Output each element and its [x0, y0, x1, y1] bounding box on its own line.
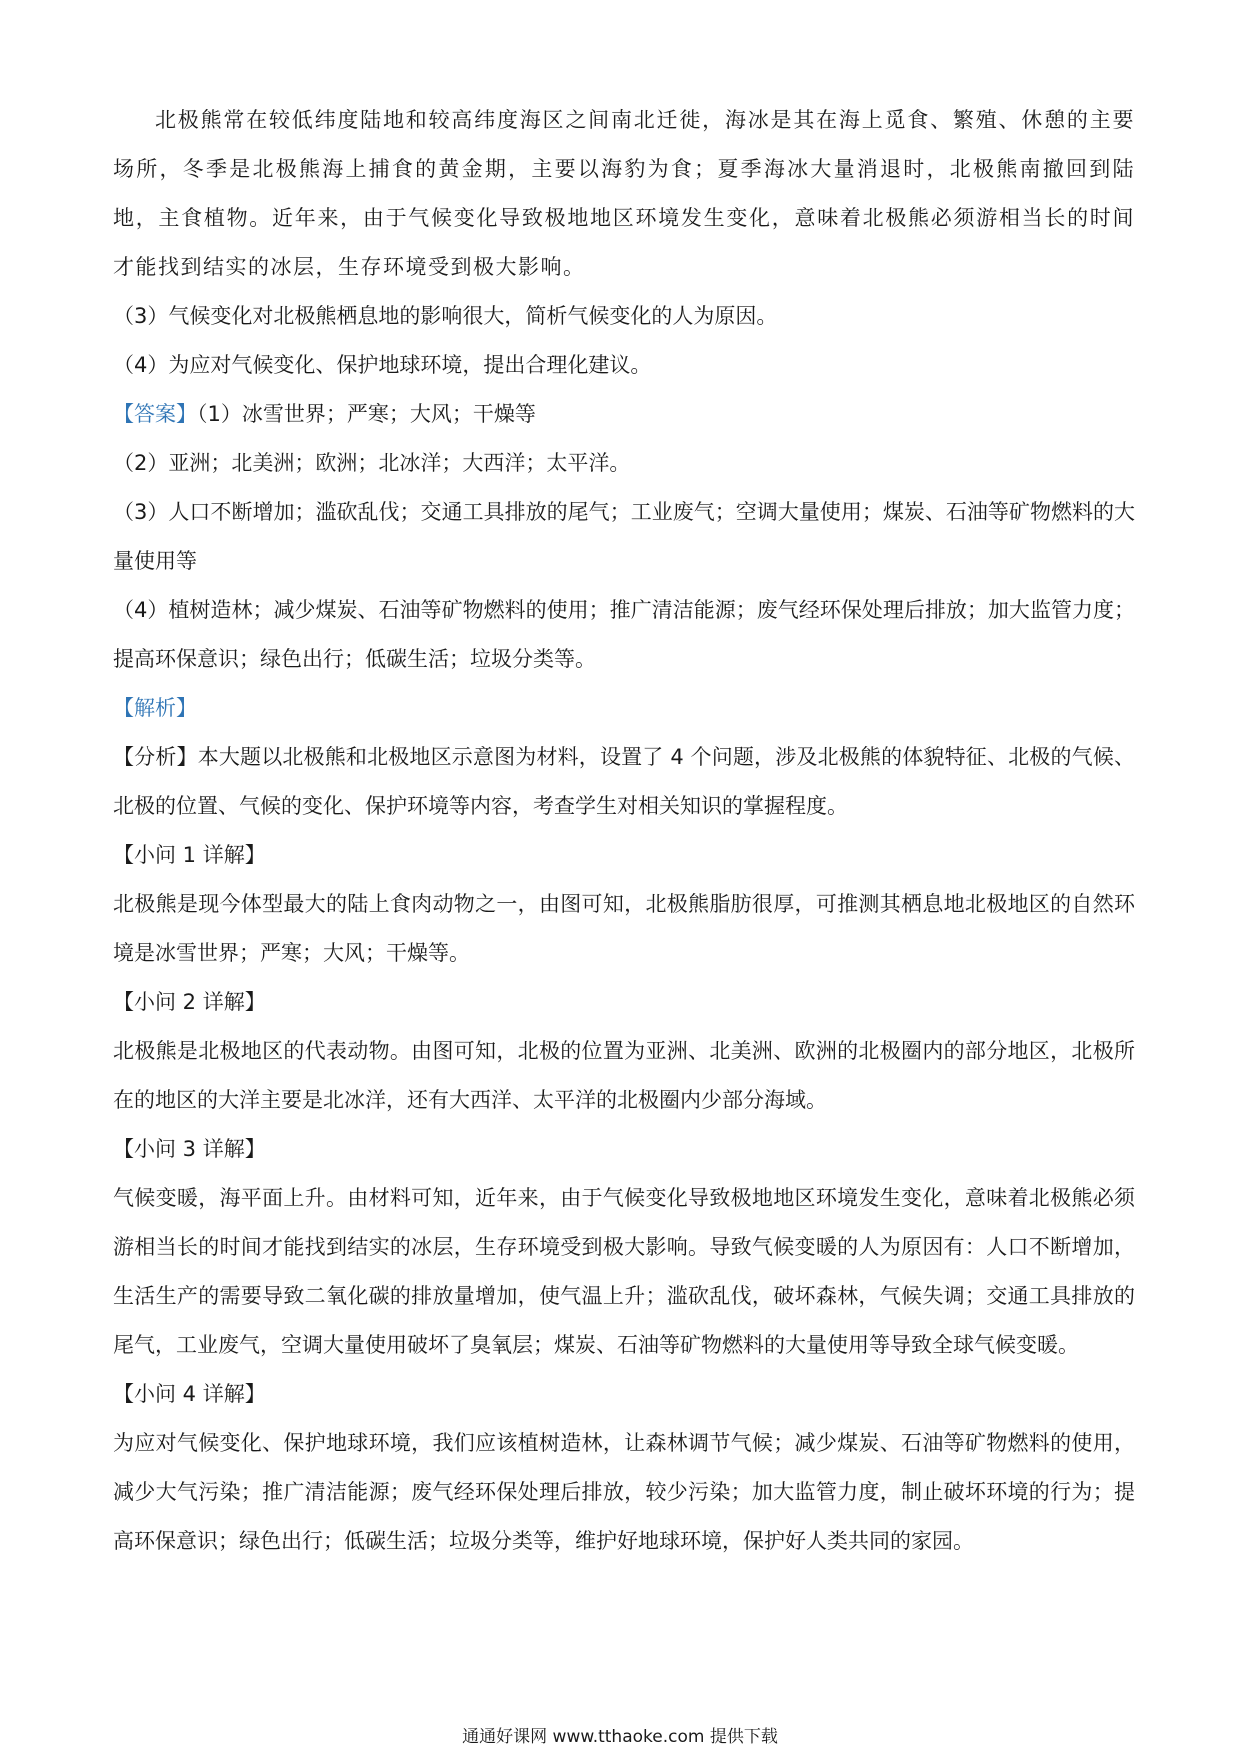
- analysis-summary: 【分析】本大题以北极熊和北极地区示意图为材料，设置了 4 个问题，涉及北极熊的体貌特征、北极的气候、北极的位置、气候的变化、保护环境等内容，考查学生对相关知识的掌握程度。: [113, 745, 1135, 818]
- page-footer: 通通好课网 www.tthaoke.com 提供下载: [462, 1727, 778, 1747]
- answer-1: （1）冰雪世界；严寒；大风；干燥等: [197, 402, 536, 426]
- question-4: （4）为应对气候变化、保护地球环境，提出合理化建议。: [113, 353, 652, 377]
- question-3: （3）气候变化对北极熊栖息地的影响很大，简析气候变化的人为原因。: [113, 304, 778, 328]
- detail-4-text: 为应对气候变化、保护地球环境，我们应该植树造林，让森林调节气候；减少煤炭、石油等矿物燃料的使用，减少大气污染；推广清洁能源；废气经环保处理后排放，较少污染；加大监管力度，制止破坏环境的行为；提高环保意识；绿色出行；低碳生活；垃圾分类等，维护好地球环境，保护好人类共同的家园。: [113, 1431, 1135, 1553]
- document-page: [113, 96, 1135, 1566]
- analysis-label: 【解析】: [113, 696, 197, 720]
- detail-2-heading: 【小问 2 详解】: [113, 990, 266, 1014]
- answer-2: （2）亚洲；北美洲；欧洲；北冰洋；大西洋；太平洋。: [113, 451, 631, 475]
- detail-2-text: 北极熊是北极地区的代表动物。由图可知，北极的位置为亚洲、北美洲、欧洲的北极圈内的部分地区，北极所在的地区的大洋主要是北冰洋，还有大西洋、太平洋的北极圈内少部分海域。: [113, 1039, 1135, 1112]
- answer-3: （3）人口不断增加；滥砍乱伐；交通工具排放的尾气；工业废气；空调大量使用；煤炭、石油等矿物燃料的大量使用等: [113, 500, 1135, 573]
- detail-3-text: 气候变暖，海平面上升。由材料可知，近年来，由于气候变化导致极地地区环境发生变化，意味着北极熊必须游相当长的时间才能找到结实的冰层，生存环境受到极大影响。导致气候变暖的人为原因有：人口不断增加，生活生产的需要导致二氧化碳的排放量增加，使气温上升；滥砍乱伐，破坏森林，气候失调；交通工具排放的尾气，工业废气，空调大量使用破坏了臭氧层；煤炭、石油等矿物燃料的大量使用等导致全球气候变暖。: [113, 1186, 1135, 1357]
- detail-1-text: 北极熊是现今体型最大的陆上食肉动物之一，由图可知，北极熊脂肪很厚，可推测其栖息地北极地区的自然环境是冰雪世界；严寒；大风；干燥等。: [113, 892, 1135, 965]
- answer-1-line: [113, 390, 1135, 439]
- material-paragraph: 北极熊常在较低纬度陆地和较高纬度海区之间南北迁徙，海冰是其在海上觅食、繁殖、休憩的主要场所，冬季是北极熊海上捕食的黄金期，主要以海豹为食；夏季海冰大量消退时，北极熊南撤回到陆地，主食植物。近年来，由于气候变化导致极地地区环境发生变化，意味着北极熊必须游相当长的时间才能找到结实的冰层，生存环境受到极大影响。: [113, 108, 1135, 279]
- detail-4-heading: 【小问 4 详解】: [113, 1382, 266, 1406]
- answer-4: （4）植树造林；减少煤炭、石油等矿物燃料的使用；推广清洁能源；废气经环保处理后排放；加大监管力度；提高环保意识；绿色出行；低碳生活；垃圾分类等。: [113, 598, 1135, 671]
- detail-1-heading: 【小问 1 详解】: [113, 843, 266, 867]
- detail-3-heading: 【小问 3 详解】: [113, 1137, 266, 1161]
- answer-label: 【答案】: [113, 402, 197, 426]
